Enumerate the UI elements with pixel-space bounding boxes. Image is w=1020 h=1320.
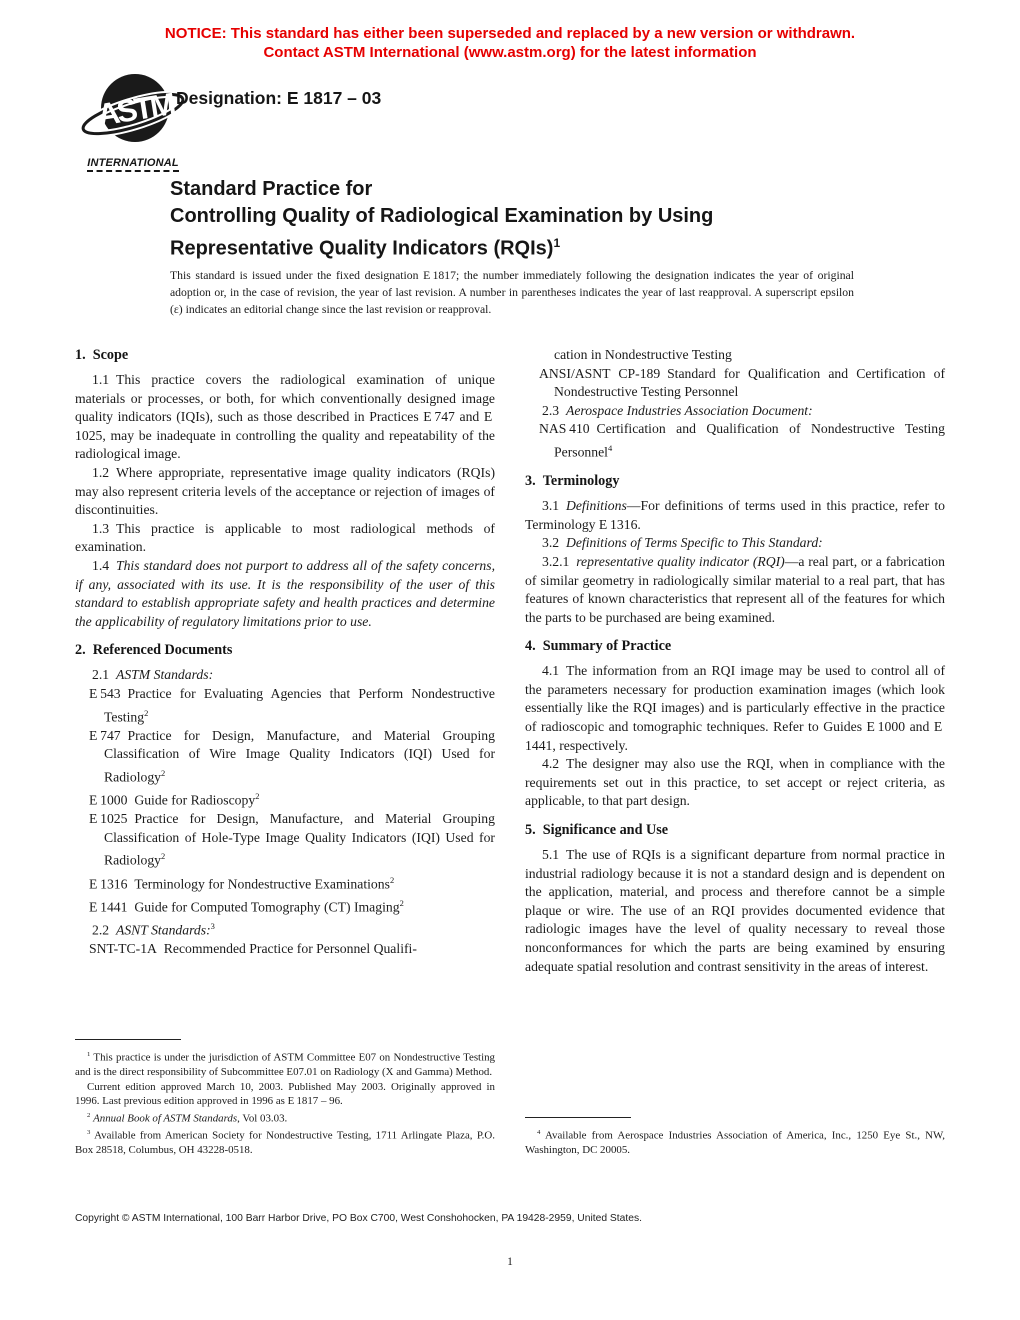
section-heading-terminology: 3. Terminology	[525, 473, 620, 490]
footnote-2: $^2$ Annual Book of ASTM Standards, Vol 03.03.	[87, 1111, 288, 1125]
footnote-1: $^1$ This practice is under the jurisdiction of ASTM Committee E07 on Nondestructive Testing and is the direct responsibility of Subcommittee E07.01 on Radiology (X and Gamma) Method.	[75, 1050, 495, 1079]
paragraph-4-2: 4.2 The designer may also use the RQI, when in compliance with the requirements set out in this practice, to set accept or reject criteria, as applicable, to that part design.	[525, 756, 945, 809]
reference-item-e1000: E 1000 Guide for Radioscopy$^2$	[89, 791, 260, 808]
title-line-3: Representative Quality Indicators (RQIs)$^1$	[170, 236, 561, 260]
section-heading-significance-and-use: 5. Significance and Use	[525, 822, 669, 839]
document-title	[170, 176, 713, 263]
footnote-1-edition: Current edition approved March 10, 2003. Published May 2003. Originally approved in 1996. Last previous edition approved in 1996 as E 1817 – 96.	[75, 1080, 495, 1108]
left-footnotes	[75, 1039, 495, 1158]
issuance-note: This standard is issued under the fixed designation E 1817; the number immediately following the designation indicates the year of original adoption or, in the case of revision, the year of last revision. A number in parentheses indicates the year of last reapproval. A superscript epsilon (ε) indicates an editorial change since the last revision or reapproval.	[170, 269, 854, 316]
logo-international-label: INTERNATIONAL	[87, 157, 179, 172]
reference-item-e1441: E 1441 Guide for Computed Tomography (CT) Imaging$^2$	[89, 897, 404, 915]
paragraph-1-3: 1.3 This practice is applicable to most radiological methods of examination.	[75, 520, 495, 555]
reference-item-e1025: E 1025 Practice for Design, Manufacture, and Material Grouping Classification of Hole-Type Image Quality Indicators (IQI) Used for Radiology$^2$	[89, 811, 495, 868]
section-heading-referenced-documents: 2. Referenced Documents	[75, 642, 233, 659]
reference-item-ansi-asnt-cp189: ANSI/ASNT CP-189 Standard for Qualification and Certification of Nondestructive Testing Personnel	[539, 365, 945, 400]
footnote-rule	[75, 1039, 181, 1040]
paragraph-2-3: 2.3 Aerospace Industries Association Document:	[542, 402, 813, 418]
svg-text:ASTM: ASTM	[95, 86, 176, 133]
footnote-4: $^4$ Available from Aerospace Industries Association of America, Inc., 1250 Eye St., NW, Washington, DC 20005.	[525, 1129, 945, 1157]
astm-logo	[74, 72, 192, 172]
paragraph-1-1: 1.1 This practice covers the radiological examination of unique materials or processes, or both, for which conventionally designed image quality indicators (IQIs), such as those described in Practices E 747 and E 1025, may be inadequate in controlling the quality and repeatability of the radiological image.	[75, 372, 495, 462]
reference-item-e747: E 747 Practice for Design, Manufacture, and Material Grouping Classification of Wire Image Quality Indicators (IQI) Used for Radiology$^2$	[89, 727, 495, 785]
paragraph-5-1: 5.1 The use of RQIs is a significant departure from normal practice in industrial radiology because it is not a standard design and is dependent on the application, material, and process and therefore cannot be a simple plaque or wire. The use of an RQI provides documented evidence that radiologic images have the level of quality necessary to reveal those nonconformances for which the parts are being examined by ensuring adequate spatial resolution and contrast sensitivity in the areas of interest.	[525, 847, 945, 974]
paragraph-4-1: 4.1 The information from an RQI image may be used to control all of the parameters necessary for production examination images (which look essentially like the RQI images) and is particularly effective in the practice of radioscopic and tomographic techniques. Refer to Guides E 1000 and E 1441, respectively.	[525, 663, 945, 753]
astm-globe-icon	[75, 72, 191, 148]
title-line-1: Standard Practice for	[170, 178, 373, 200]
paragraph-2-2: 2.2 ASNT Standards:$^3$	[92, 920, 215, 938]
reference-item-e543: E 543 Practice for Evaluating Agencies that Perform Nondestructive Testing$^2$	[89, 685, 495, 725]
paragraph-2-1: 2.1 ASTM Standards:	[92, 667, 214, 683]
reference-item-snt-tc-1a: SNT-TC-1A Recommended Practice for Personnel Qualifi-	[89, 940, 417, 956]
footnote-rule	[525, 1117, 631, 1118]
designation: Designation: E 1817 – 03	[176, 88, 382, 108]
right-footnotes	[525, 1117, 945, 1158]
section-heading-scope: 1. Scope	[75, 347, 129, 363]
paragraph-3-2: 3.2 Definitions of Terms Specific to This Standard:	[542, 535, 823, 551]
title-line-2: Controlling Quality of Radiological Examination by Using	[170, 205, 714, 227]
right-column	[525, 346, 945, 1158]
notice-line-1: NOTICE: This standard has either been superseded and replaced by a new version or withdrawn.	[164, 25, 856, 42]
paragraph-3-1: 3.1 Definitions—For definitions of terms used in this practice, refer to Terminology E 1316.	[525, 498, 945, 532]
left-column	[75, 346, 495, 1158]
copyright-line: Copyright © ASTM International, 100 Barr Harbor Drive, PO Box C700, West Conshohocken, PA 19428-2959, United States.	[75, 1213, 642, 1224]
section-heading-summary-of-practice: 4. Summary of Practice	[525, 638, 672, 655]
reference-item-e1316: E 1316 Terminology for Nondestructive Examinations$^2$	[89, 874, 395, 892]
supersession-notice	[0, 24, 1020, 62]
notice-line-2: Contact ASTM International (www.astm.org) for the latest information	[263, 44, 757, 61]
footnote-3: $^3$ Available from American Society for Nondestructive Testing, 1711 Arlingate Plaza, P.O. Box 28518, Columbus, OH 43228-0518.	[75, 1129, 495, 1157]
reference-item-snt-tc-1a-continued: cation in Nondestructive Testing	[554, 347, 732, 362]
paragraph-3-2-1: 3.2.1 representative quality indicator (RQI)—a real part, or a fabrication of similar geometry in radiologically similar material to a real part, that has features of known characteristics that represent all of the features for which the parts to be purchased are being examined.	[525, 553, 945, 625]
two-column-body	[75, 346, 945, 1158]
reference-item-nas410: NAS 410 Certification and Qualification of Nondestructive Testing Personnel$^4$	[539, 421, 945, 460]
paragraph-1-4: 1.4 This standard does not purport to address all of the safety concerns, if any, associated with its use. It is the responsibility of the user of this standard to establish appropriate safety and health practices and determine the applicability of regulatory limitations prior to use.	[75, 557, 495, 629]
page-number: 1	[507, 1256, 513, 1268]
paragraph-1-2: 1.2 Where appropriate, representative image quality indicators (RQIs) may also represent criteria levels of the acceptance or rejection of images of discontinuities.	[75, 464, 495, 518]
